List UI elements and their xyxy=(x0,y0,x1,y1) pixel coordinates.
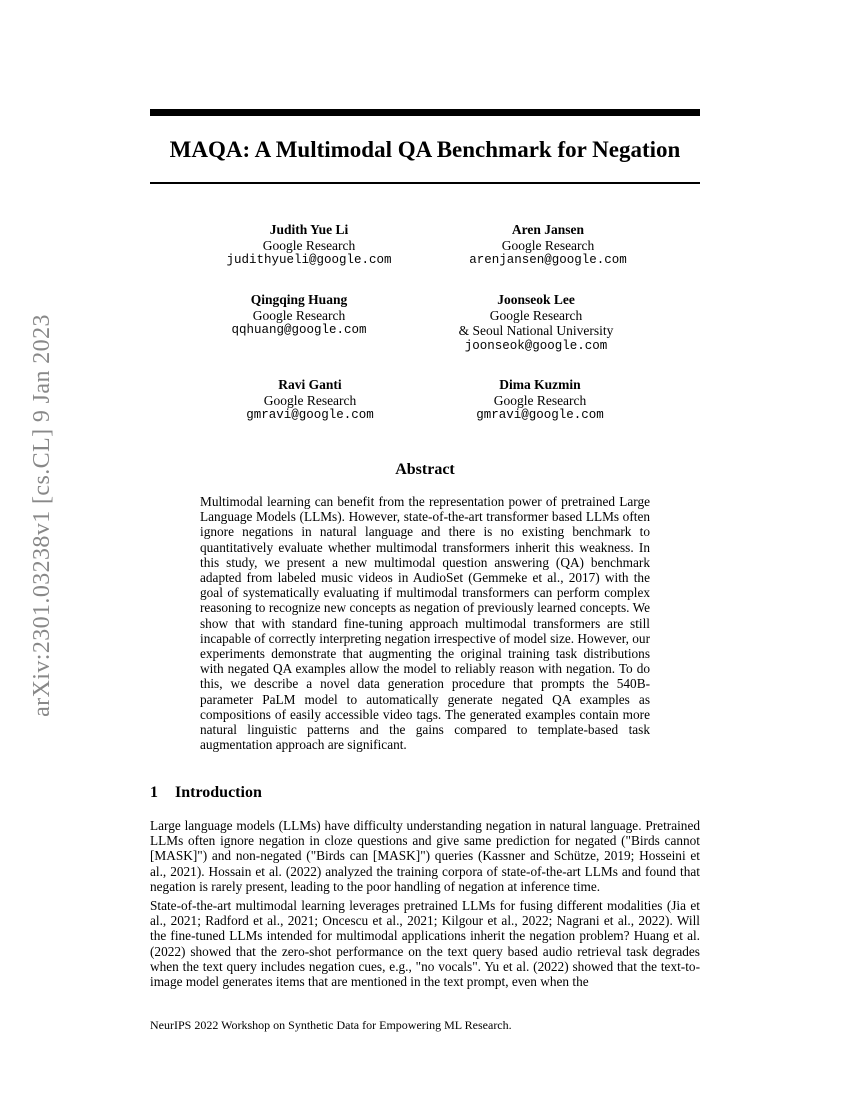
author-name: Ravi Ganti xyxy=(278,377,342,392)
author-email: gmravi@google.com xyxy=(246,408,374,422)
author-affiliation: Google Research xyxy=(489,307,583,323)
intro-paragraph: Large language models (LLMs) have difficulty understanding negation in natural language. Pretrained LLMs often ignore negation in cloze questions and give same prediction for negated ("Birds cannot [MASK]") and non-negated ("Birds can [MASK]") queries (Kassner and Schütze, 2019; Hosseini et al., 2021). Hossain et al. (2022) analyzed the training corpora of state-of-the-art LLMs and found that negation is rarely present, leading to the poor handling of negation at inference time. xyxy=(150,818,700,894)
author-affiliation-secondary: & Seoul National University xyxy=(458,323,614,338)
intro-paragraph: State-of-the-art multimodal learning leverages pretrained LLMs for fusing different modalities (Jia et al., 2021; Radford et al., 2021; Oncescu et al., 2021; Kilgour et al., 2022; Nagrani et al., 2022). Will the fine-tuned LLMs intended for multimodal applications inherit the negation problem? Huang et al. (2022) showed that the zero-shot performance on the text query based audio retrieval task degrades when the text query includes negation cues, e.g., "no vocals". Yu et al. (2022) showed that the text-to-image model generates items that are mentioned in the text prompt, even when the xyxy=(150,898,700,990)
author-block xyxy=(386,292,686,354)
author-affiliation: Google Research xyxy=(252,307,346,323)
section-heading xyxy=(150,783,262,803)
author-email: judithyueli@google.com xyxy=(226,253,392,267)
author-name: Dima Kuzmin xyxy=(499,377,581,392)
section-title: Introduction xyxy=(175,784,262,801)
author-block xyxy=(398,222,698,269)
author-email: gmravi@google.com xyxy=(476,408,604,422)
author-email: joonseok@google.com xyxy=(464,338,608,353)
author-affiliation: Google Research xyxy=(263,392,357,408)
author-affiliation: Google Research xyxy=(262,237,356,253)
author-name: Judith Yue Li xyxy=(269,222,349,237)
paper-title: MAQA: A Multimodal QA Benchmark for Negation xyxy=(169,137,681,162)
section-number: 1 xyxy=(150,784,158,801)
author-email: qqhuang@google.com xyxy=(231,323,367,337)
author-email: arenjansen@google.com xyxy=(469,253,627,267)
abstract-text: Multimodal learning can benefit from the representation power of pretrained Large Language Models (LLMs). However, state-of-the-art transformer based LLMs often ignore negations in natural language and there is no existing benchmark to quantitatively evaluate whether multimodal transformers inherit this weakness. In this study, we present a new multimodal question answering (QA) benchmark adapted from labeled music videos in AudioSet (Gemmeke et al., 2017) with the goal of systematically evaluating if multimodal transformers can perform complex reasoning to recognize new concepts as negation of previously learned concepts. We show that with standard fine-tuning approach multimodal transformers are still incapable of correctly interpreting negation irrespective of model size. However, our experiments demonstrate that augmenting the original training task distributions with negated QA examples allow the model to reliably reason with negation. To do this, we describe a novel data generation procedure that prompts the 540B-parameter PaLM model to automatically generate negated QA examples as compositions of easily accessible video tags. The generated examples contain more natural linguistic patterns and the gains compared to template-based task augmentation approach are significant. xyxy=(200,494,650,753)
title-bottom-rule xyxy=(150,182,700,184)
abstract-heading: Abstract xyxy=(395,461,455,478)
title-top-rule xyxy=(150,109,700,116)
author-name: Aren Jansen xyxy=(511,222,585,237)
venue-footnote: NeurIPS 2022 Workshop on Synthetic Data for Empowering ML Research. xyxy=(150,1018,512,1032)
author-name: Joonseok Lee xyxy=(497,292,575,307)
author-affiliation: Google Research xyxy=(493,392,587,408)
author-block xyxy=(390,377,690,424)
author-affiliation: Google Research xyxy=(501,237,595,253)
arxiv-side-identifier xyxy=(18,283,66,748)
arxiv-identifier-text: arXiv:2301.03238v1 [cs.CL] 9 Jan 2023 xyxy=(28,314,55,717)
author-name: Qingqing Huang xyxy=(250,292,348,307)
